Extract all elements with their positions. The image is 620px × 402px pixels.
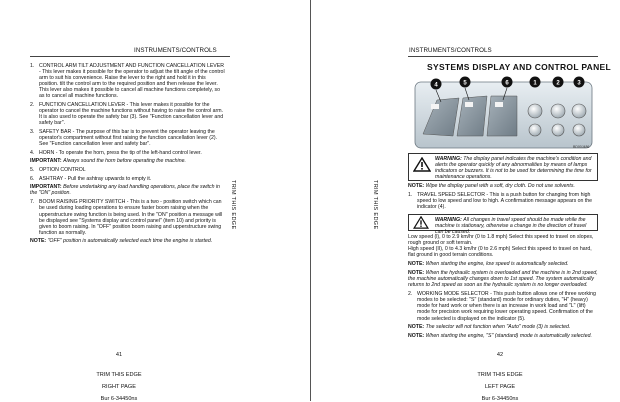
item-number: 2. — [30, 102, 35, 109]
right-page-content-bottom — [408, 234, 598, 342]
callout-label: 6 — [505, 80, 509, 87]
item-number: 6. — [30, 175, 35, 182]
item-text: BOOM RAISING PRIORITY SWITCH - This is a two - position switch which can be used during loading operations to ensure faster boom raising when the upperstructure swing function is being used. In the "ON" position a message will be displayed see "Systems display and control panel" (item 10) and priority is given to boom raising. In "OFF" position boom raising and upperstructure swing function as normally. — [39, 199, 223, 236]
warning-box-display — [408, 153, 598, 181]
important-note-1 — [30, 158, 225, 164]
note-text: "OFF" position is automatically selected each time the engine is started. — [47, 238, 213, 245]
list-item — [30, 102, 225, 126]
important-label: IMPORTANT: — [30, 184, 62, 191]
callout-label: 3 — [577, 80, 581, 87]
list-item — [30, 63, 225, 100]
figure-code: BD00J486 — [573, 145, 590, 149]
note-auto-mode — [408, 324, 598, 330]
note-label: NOTE: — [408, 270, 425, 277]
left-footer-side: RIGHT PAGE — [102, 384, 136, 390]
item-number: 3. — [30, 128, 35, 135]
item-text: CONTROL ARM TILT ADJUSTMENT AND FUNCTION CANCELLATION LEVER - This lever makes it possible for the operator to adjust the tilt angle of the control arm to suit his convenience. Raise the lever to the right and hold it in this position. tilt the control arm to the required position and then release the lever. This lever also makes it possible to cancel all machine functions completely, so as to cancel all machine functions. — [39, 63, 225, 100]
note-label: NOTE: — [408, 183, 425, 189]
note-hydraulic-overload — [408, 270, 598, 288]
item-number: 1. — [30, 63, 35, 69]
warning-label: WARNING: — [435, 217, 462, 223]
item-number: 1. — [408, 191, 413, 198]
note-label: NOTE: — [408, 333, 425, 339]
button-2 — [551, 104, 565, 118]
callout-label: 4 — [434, 82, 438, 89]
note-label: NOTE: — [408, 324, 425, 331]
control-items-list-b — [30, 167, 225, 182]
right-page-number: 42 — [496, 352, 504, 358]
left-page-number: 41 — [115, 352, 123, 358]
note-text: The selector will not function when "Auto" mode (3) is selected. — [425, 324, 571, 331]
panel-items-list-2 — [408, 291, 598, 321]
note-standard-mode-default — [408, 333, 598, 339]
list-item — [30, 167, 225, 173]
left-header-rule — [30, 56, 230, 57]
note-wipe-display — [408, 183, 598, 189]
warning-text: The display panel indicates the machine's condition and alerts the operator quickly of any abnormalities by means of lamps indicators or buzzers. It is not to be used for determining the time for maintenance operations. — [435, 156, 592, 180]
button-1 — [528, 104, 542, 118]
display-readout — [465, 102, 473, 107]
control-items-list-a — [30, 63, 225, 156]
control-items-list-c — [30, 199, 225, 236]
note-text: Wipe the display panel with a soft, dry cloth. Do not use solvents. — [425, 183, 575, 189]
list-item — [30, 150, 225, 156]
panel-items-list-1 — [408, 192, 598, 210]
item-number: 7. — [30, 199, 35, 206]
right-trim-edge-label: TRIM THIS EDGE — [372, 180, 378, 230]
important-note-2 — [30, 184, 225, 196]
panel-title: SYSTEMS DISPLAY AND CONTROL PANEL — [427, 62, 612, 72]
warning-triangle-icon — [413, 157, 431, 172]
warning-text: All changes in travel speed should be made while the machine is stationary, otherwise a change in the direction of travel can be caused. — [435, 217, 587, 235]
button-lower — [573, 124, 585, 136]
button-lower — [552, 124, 564, 136]
display-readout — [495, 102, 503, 107]
right-header-rule — [408, 56, 598, 57]
item-number: 4. — [30, 149, 35, 156]
item-number: 2. — [408, 291, 413, 298]
button-3 — [572, 104, 586, 118]
right-page-content-top — [408, 183, 598, 213]
left-page-header: INSTRUMENTS/CONTROLS — [134, 47, 217, 54]
right-footer-code: Bur 6-34450ns — [481, 396, 519, 402]
important-label: IMPORTANT: — [30, 158, 62, 165]
list-item — [30, 199, 225, 236]
high-speed-text: High speed (II), 0 to 4.3 km/hr (0 to 2.6 mph) Select this speed to travel on hard, flat ground in good terrain conditions. — [408, 246, 592, 259]
item-text: HORN - To operate the horn, press the tip of the left-hand control lever. — [39, 149, 202, 156]
left-trim-edge-label: TRIM THIS EDGE — [230, 180, 236, 230]
list-item — [408, 291, 598, 321]
control-panel-illustration — [413, 74, 594, 152]
list-item — [30, 176, 225, 182]
callout-label: 2 — [556, 80, 560, 87]
note-off-position — [30, 238, 225, 244]
item-text: WORKING MODE SELECTOR - This push button allows one of three working modes to be selected: "S" (standard) mode for ordinary duties, "H" (heavy) mode for hard work or when there is an increase in work load and "L" (lift) mode for precision work requiring lower operating speed. Confirmation of the mode selected is displayed on the indicator (5). — [417, 291, 596, 322]
display-readout — [431, 104, 439, 109]
warning-label: WARNING: — [435, 156, 462, 162]
warning-triangle-icon — [413, 216, 429, 229]
note-text: When starting the engine, "S" (standard) mode is automatically selected. — [425, 333, 592, 339]
left-footer-code: Bur 6-34450ns — [100, 396, 138, 402]
item-number: 5. — [30, 167, 35, 174]
important-text: Before undertaking any load handling operations, place the switch in the "ON" position. — [30, 184, 220, 197]
item-text: TRAVEL SPEED SELECTOR - This is a push button for changing from high speed to low speed and low to high. A confirmation message appears on the indicator (4). — [417, 191, 593, 211]
callout-label: 5 — [463, 80, 467, 87]
note-label: NOTE: — [408, 261, 425, 268]
right-footer-side: LEFT PAGE — [484, 384, 516, 390]
item-text: FUNCTION CANCELLATION LEVER - This lever makes it possible for the operator to cancel the machine functions without having to raise the control arm. It is also used to operate the safety bar (3). See "Function cancellation lever and safety bar". — [39, 102, 224, 127]
note-text: When the hydraulic system is overloaded and the machine is in 2nd speed, the machine automatically changes down to 1st speed. The system automatically returns to 2nd speed as soon as the hydraulic system is no longer overloaded. — [408, 270, 598, 289]
item-text: ASHTRAY - Pull the ashtray upwards to empty it. — [39, 175, 152, 182]
important-text: Always sound the horn before operating the machine. — [63, 158, 186, 165]
list-item — [30, 129, 225, 147]
note-low-speed-default — [408, 261, 598, 267]
button-lower — [529, 124, 541, 136]
note-label: NOTE: — [30, 238, 47, 245]
callout-label: 1 — [533, 80, 537, 87]
warning-box-travel-speed — [408, 214, 598, 235]
left-page-content — [30, 63, 225, 247]
item-text: OPTION CONTROL — [39, 167, 86, 174]
low-speed-text: Low speed (l), 0 to 2.9 km/hr (0 to 1.8 mph) Select this speed to travel on slopes, rough ground or soft terrain. — [408, 234, 594, 247]
list-item — [408, 192, 598, 210]
item-text: SAFETY BAR - The purpose of this bar is to prevent the operator leaving the operator's compartment without first raising the function cancellation lever (2). See "Function cancellation lever and safety bar". — [39, 128, 218, 148]
right-footer-trim: TRIM THIS EDGE — [477, 372, 523, 378]
right-page-header: INSTRUMENTS/CONTROLS — [409, 47, 492, 54]
left-footer-trim: TRIM THIS EDGE — [96, 372, 142, 378]
note-text: When starting the engine, low speed is automatically selected. — [425, 261, 569, 268]
